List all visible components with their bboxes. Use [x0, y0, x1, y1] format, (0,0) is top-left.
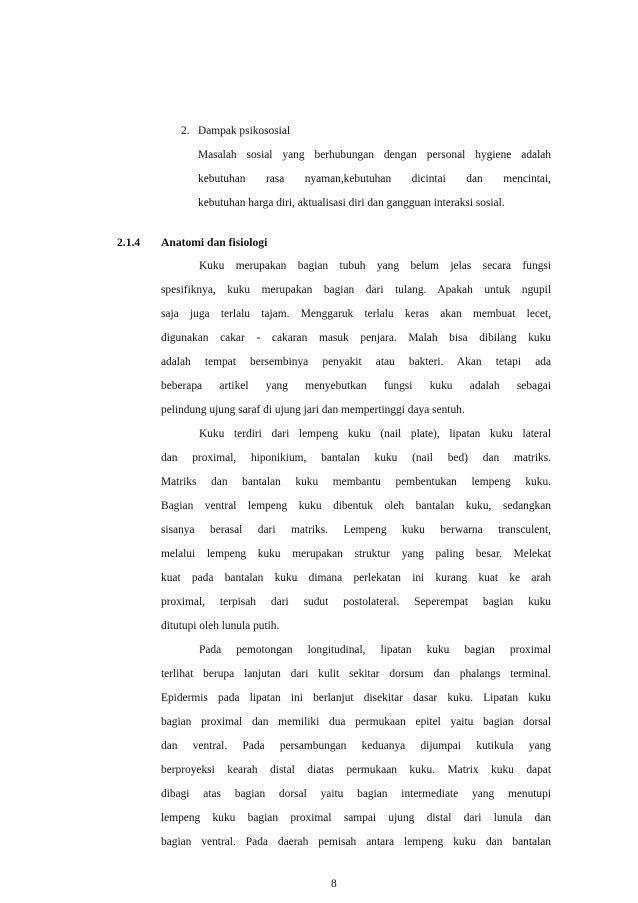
paragraph-line: dan proximal, hiponikium, bantalan kuku (nail bed) dan matriks. [161, 452, 551, 464]
paragraph-line: Kuku terdiri dari lempeng kuku (nail plate), lipatan kuku lateral [199, 428, 551, 440]
body-line: kebutuhan harga diri, aktualisasi diri dan gangguan interaksi sosial. [198, 197, 505, 209]
paragraph-line: bagian ventral. Pada daerah pemisah antara lempeng kuku dan bantalan [161, 836, 551, 848]
paragraph-line: Bagian ventral lempeng kuku dibentuk oleh bantalan kuku, sedangkan [161, 500, 551, 512]
paragraph-line: lempeng kuku bagian proximal sampai ujung distal dari lunula dan [161, 812, 551, 824]
paragraph-line: Matriks dan bantalan kuku membantu pembentukan lempeng kuku. [161, 476, 551, 488]
subsection-title: Dampak psikososial [198, 125, 291, 137]
paragraph-line: Pada pemotongan longitudinal, lipatan kuku bagian proximal [199, 644, 551, 656]
paragraph-line: Kuku merupakan bagian tubuh yang belum jelas secara fungsi [199, 260, 551, 272]
paragraph-line: beberapa artikel yang menyebutkan fungsi kuku adalah sebagai [161, 380, 551, 392]
paragraph-line: pelindung ujung saraf di ujung jari dan mempertinggi daya sentuh. [161, 404, 465, 416]
paragraph-line: spesifiknya, kuku merupakan bagian dari tulang. Apakah untuk ngupil [161, 284, 551, 296]
paragraph-line: digunakan cakar - cakaran masuk penjara. Malah bisa dibilang kuku [161, 332, 551, 344]
paragraph-line: dan ventral. Pada persambungan keduanya dijumpai kutikula yang [161, 740, 551, 752]
paragraph-line: Epidermis pada lipatan ini berlanjut disekitar dasar kuku. Lipatan kuku [161, 692, 551, 704]
paragraph-line: dibagi atas bagian dorsal yaitu bagian intermediate yang menutupi [161, 788, 551, 800]
section-number: 2.1.4 [117, 236, 141, 249]
paragraph-line: sisanya berasal dari matriks. Lempeng kuku berwarna transculent, [161, 524, 551, 536]
paragraph-line: berproyeksi kearah distal diatas permukaan kuku. Matrix kuku dapat [161, 764, 551, 776]
paragraph-line: bagian proximal dan memiliki dua permukaan epitel yaitu bagian dorsal [161, 716, 551, 728]
body-line: Masalah sosial yang berhubungan dengan personal hygiene adalah [198, 149, 551, 161]
paragraph-line: kuat pada bantalan kuku dimana perlekatan ini kurang kuat ke arah [161, 572, 551, 584]
list-number: 2. [181, 125, 190, 137]
paragraph-line: ditutupi oleh lunula putih. [161, 620, 280, 632]
paragraph-line: adalah tempat bersembinya penyakit atau bakteri. Akan tetapi ada [161, 356, 551, 368]
page-number: 8 [331, 878, 337, 890]
paragraph-line: saja juga terlalu tajam. Menggaruk terlalu keras akan membuat lecet, [161, 308, 551, 320]
paragraph-line: terlihat berupa lanjutan dari kulit sekitar dorsum dan phalangs terminal. [161, 668, 551, 680]
body-line: kebutuhan rasa nyaman,kebutuhan dicintai dan mencintai, [198, 173, 551, 185]
paragraph-line: proximal, terpisah dari sudut postolateral. Seperempat bagian kuku [161, 596, 551, 608]
paragraph-line: melalui lempeng kuku merupakan struktur yang paling besar. Melekat [161, 548, 551, 560]
section-title: Anatomi dan fisiologi [161, 236, 268, 249]
